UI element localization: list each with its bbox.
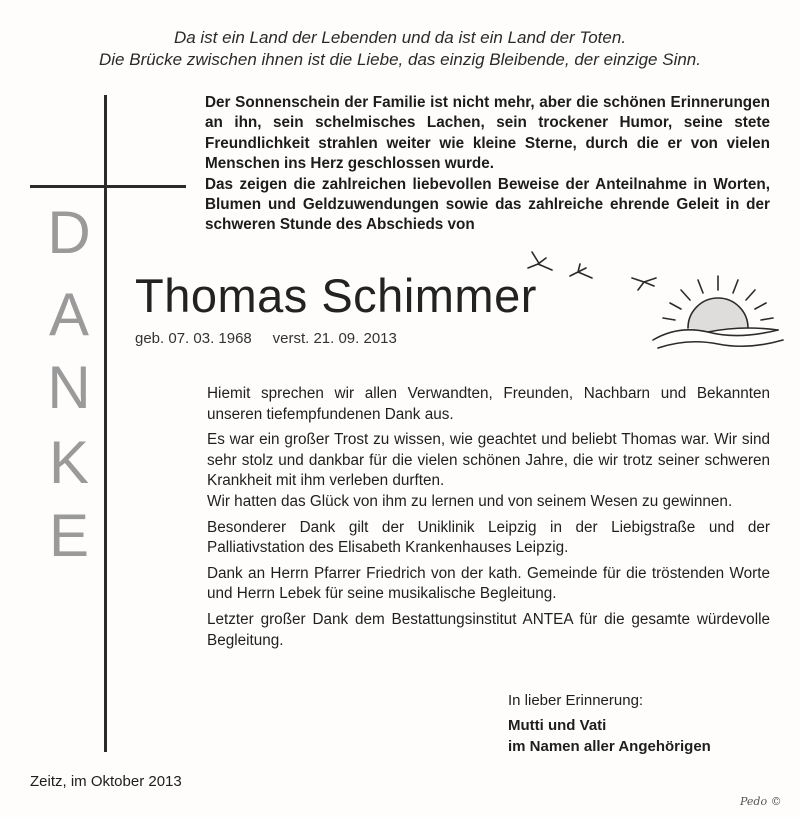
intro-text — [205, 93, 770, 236]
closing-signature-1: Mutti und Vati — [508, 717, 607, 734]
body-paragraph-5: Dank an Herrn Pfarrer Friedrich von der kath. Gemeinde für die tröstenden Worte und Herrn Lebek für seine musikalische Begleitung. — [207, 564, 770, 603]
motto-line-1: Da ist ein Land der Lebenden und da ist ein Land der Toten. — [173, 28, 627, 47]
sunset-icon — [648, 270, 788, 355]
body-paragraph-3: Wir hatten das Glück von ihm zu lernen und von seinem Wesen zu gewinnen. — [207, 492, 733, 510]
body-paragraph-6: Letzter großer Dank dem Bestattungsinstitut ANTEA für die gesamte würdevolle Begleitung. — [207, 610, 770, 649]
motto-line-2: Die Brücke zwischen ihnen ist die Liebe, das einzig Bleibende, der einzige Sinn. — [99, 50, 701, 69]
intro-paragraph-2: Das zeigen die zahlreichen liebevollen Beweise der Anteilnahme in Worten, Blumen und Geldzuwendungen sowie das zahlreiche ehrende Geleit in der schweren Stunde des Abschieds von — [205, 175, 770, 234]
danke-letter-k: K — [48, 429, 90, 496]
closing-greeting: In lieber Erinnerung: — [508, 692, 644, 709]
cross-bar — [30, 185, 186, 188]
danke-letter-n: N — [47, 354, 91, 421]
body-text — [207, 384, 770, 656]
cross-icon — [104, 95, 107, 752]
body-paragraph-4: Besonderer Dank gilt der Uniklinik Leipzig in der Liebigstraße und der Palliativstation des Elisabeth Krankenhauses Leipzig. — [207, 518, 770, 557]
body-paragraph-1: Hiemit sprechen wir allen Verwandten, Freunden, Nachbarn und Bekannten unseren tiefempfundenen Dank aus. — [207, 385, 770, 423]
deceased-name: Thomas Schimmer — [135, 269, 537, 322]
danke-letter-d: D — [47, 199, 91, 266]
deceased-dates: geb. 07. 03. 1968 verst. 21. 09. 2013 — [135, 330, 397, 347]
copyright-mark: Pedo © — [740, 795, 782, 808]
body-paragraph-2: Es war ein großer Trost zu wissen, wie geachtet und beliebt Thomas war. Wir sind sehr stolz und dankbar für die vielen schönen Jahre, die wir trotz seiner schweren Krankheit mit ihm verleben durften. — [207, 431, 770, 490]
danke-letter-e: E — [48, 502, 90, 569]
danke-letter-a: A — [48, 281, 90, 348]
place-date: Zeitz, im Oktober 2013 — [30, 773, 182, 790]
closing-signature-2: im Namen aller Angehörigen — [508, 738, 711, 755]
intro-paragraph-1: Der Sonnenschein der Familie ist nicht mehr, aber die schönen Erinnerungen an ihn, sein schelmisches Lachen, sein trockener Humor, seine stete Freundlichkeit strahlen weiter wie kleine Sterne, durch die er von vielen Menschen ins Herz geschlossen wurde. — [205, 94, 770, 173]
